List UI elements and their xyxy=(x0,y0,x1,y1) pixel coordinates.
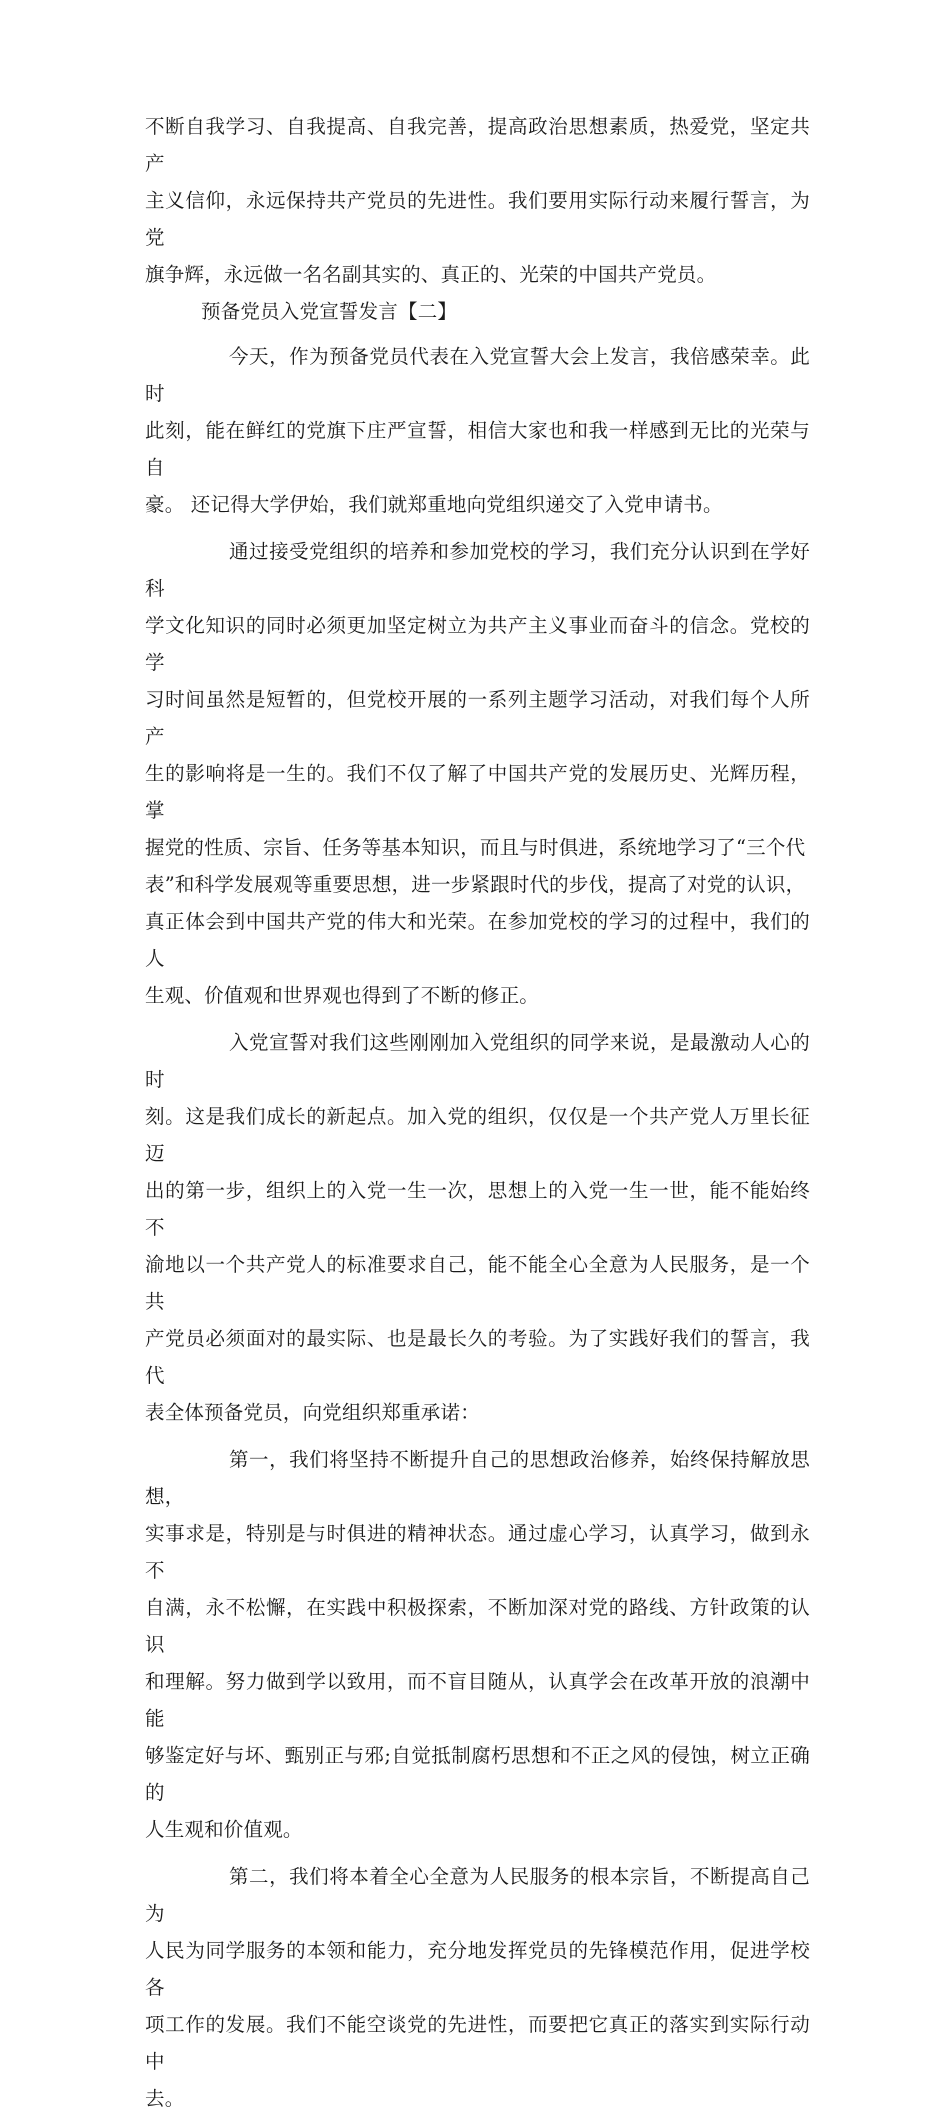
section-heading: 预备党员入党宣誓发言【二】 xyxy=(201,300,458,323)
paragraph-party-school: 通过接受党组织的培养和参加党校的学习，我们充分认识到在学好科 学文化知识的同时必须更加坚定树立为共产主义事业而奋斗的信念。党校的学 习时间虽然是短暂的，但党校开展的一系列主题学习活动，对我们每个人所产 生的影响将是一生的。我们不仅了解了中国共产党的发展历史、光辉历程，掌 握党的性质、宗旨、任务等基本知识，而且与时俱进，系统地学习了“三个代 表”和科学发展观等重要思想，进一步紧跟时代的步伐，提高了对党的认识， 真正体会到中国共产党的伟大和光荣。在参加党校的学习的过程中，我们的人 生观、价值观和世界观也得到了不断的修正。 xyxy=(145,540,810,1007)
document-body xyxy=(145,108,810,2117)
paragraph-promise-second: 第二，我们将本着全心全意为人民服务的根本宗旨，不断提高自己为 人民为同学服务的本领和能力，充分地发挥党员的先锋模范作用，促进学校各 项工作的发展。我们不能空谈党的先进性，而要把它真正的落实到实际行动中 去。 xyxy=(145,1865,810,2110)
paragraph-opening: 今天，作为预备党员代表在入党宣誓大会上发言，我倍感荣幸。此时 此刻，能在鲜红的党旗下庄严宣誓，相信大家也和我一样感到无比的光荣与自 豪。 还记得大学伊始，我们就郑重地向党组织递交了入党申请书。 xyxy=(145,345,810,516)
paragraph-oath-meaning: 入党宣誓对我们这些刚刚加入党组织的同学来说，是最激动人心的时 刻。这是我们成长的新起点。加入党的组织，仅仅是一个共产党人万里长征迈 出的第一步，组织上的入党一生一次，思想上的入党一生一世，能不能始终不 渝地以一个共产党人的标准要求自己，能不能全心全意为人民服务，是一个共 产党员必须面对的最实际、也是最长久的考验。为了实践好我们的誓言，我代 表全体预备党员，向党组织郑重承诺： xyxy=(145,1031,810,1424)
paragraph-continuation: 不断自我学习、自我提高、自我完善，提高政治思想素质，热爱党，坚定共产 主义信仰，永远保持共产党员的先进性。我们要用实际行动来履行誓言，为党 旗争辉，永远做一名名副其实的、真正的、光荣的中国共产党员。 xyxy=(145,115,810,286)
paragraph-promise-first: 第一，我们将坚持不断提升自己的思想政治修养，始终保持解放思想， 实事求是，特别是与时俱进的精神状态。通过虚心学习，认真学习，做到永不 自满，永不松懈，在实践中积极探索，不断加深对党的路线、方针政策的认识 和理解。努力做到学以致用，而不盲目随从，认真学会在改革开放的浪潮中能 够鉴定好与坏、甄别正与邪;自觉抵制腐朽思想和不正之风的侵蚀，树立正确的 人生观和价值观。 xyxy=(145,1448,810,1841)
